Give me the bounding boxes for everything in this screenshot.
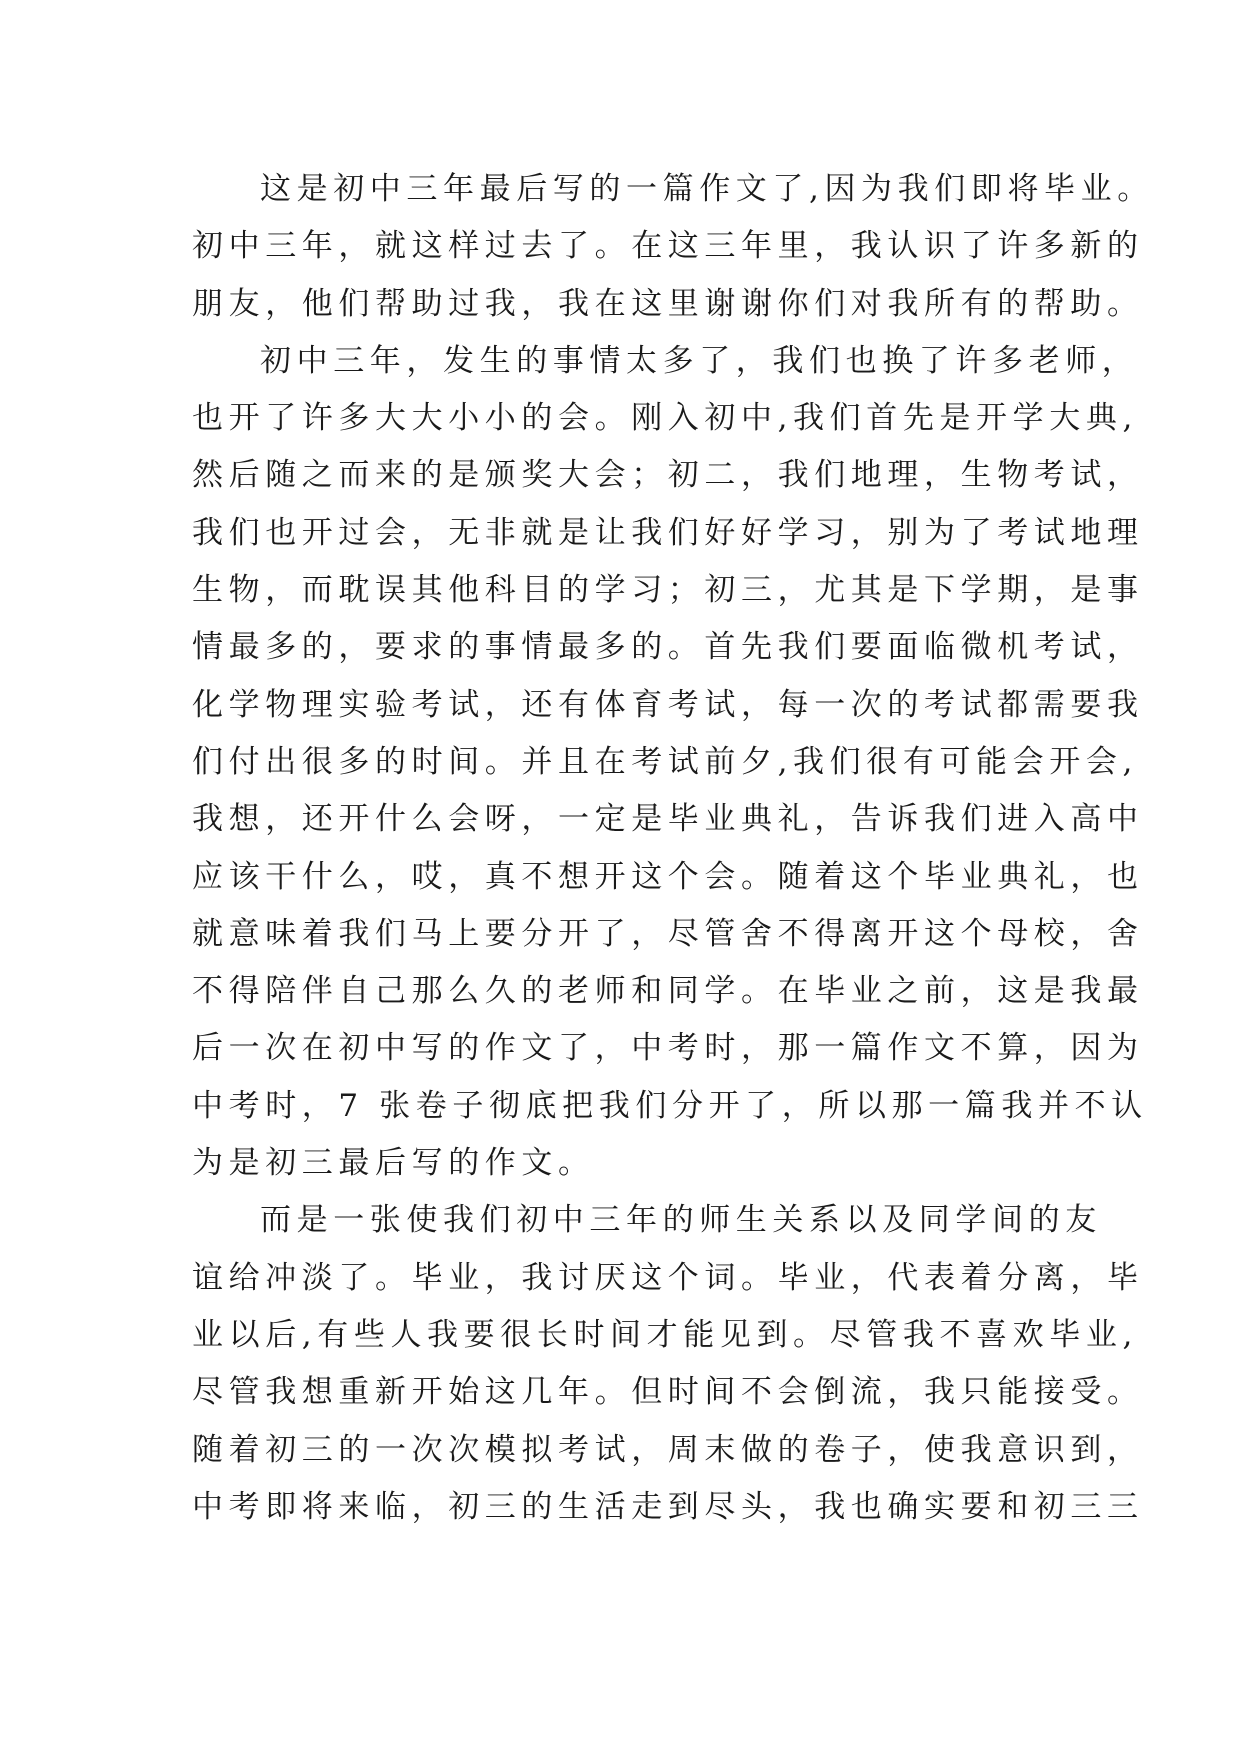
paragraph <box>192 1192 1144 1536</box>
text-line: 中考时，7 张卷子彻底把我们分开了，所以那一篇我并不认 <box>192 1087 1148 1124</box>
text-line: 生物，而耽误其他科目的学习；初三，尤其是下学期，是事 <box>192 572 1144 609</box>
text-line: 尽管我想重新开始这几年。但时间不会倒流，我只能接受。 <box>192 1374 1144 1411</box>
text-line: 然后随之而来的是颁奖大会；初二，我们地理，生物考试， <box>192 457 1144 494</box>
text-line: 初中三年，就这样过去了。在这三年里，我认识了许多新的 <box>192 228 1144 265</box>
text-line: 就意味着我们马上要分开了，尽管舍不得离开这个母校，舍 <box>192 915 1144 952</box>
text-line: 谊给冲淡了。毕业，我讨厌这个词。毕业，代表着分离，毕 <box>192 1259 1144 1296</box>
text-line: 应该干什么，哎，真不想开这个会。随着这个毕业典礼，也 <box>192 858 1144 895</box>
text-line: 后一次在初中写的作文了，中考时，那一篇作文不算，因为 <box>192 1030 1144 1067</box>
text-line: 不得陪伴自己那么久的老师和同学。在毕业之前，这是我最 <box>192 973 1144 1010</box>
text-line: 也开了许多大大小小的会。刚入初中,我们首先是开学大典, <box>192 400 1138 437</box>
text-line: 朋友，他们帮助过我，我在这里谢谢你们对我所有的帮助。 <box>192 285 1144 322</box>
text-line: 初中三年，发生的事情太多了，我们也换了许多老师， <box>260 342 1139 379</box>
text-line: 情最多的，要求的事情最多的。首先我们要面临微机考试， <box>192 629 1144 666</box>
text-line: 这是初中三年最后写的一篇作文了,因为我们即将毕业。 <box>260 171 1154 207</box>
text-line: 我们也开过会，无非就是让我们好好学习，别为了考试地理 <box>192 514 1144 551</box>
paragraph <box>192 333 1148 1192</box>
paragraph <box>192 161 1154 333</box>
text-line: 而是一张使我们初中三年的师生关系以及同学间的友 <box>260 1202 1102 1239</box>
text-line: 中考即将来临，初三的生活走到尽头，我也确实要和初三三 <box>192 1488 1144 1525</box>
text-line: 业以后,有些人我要很长时间才能见到。尽管我不喜欢毕业, <box>192 1316 1138 1353</box>
text-line: 随着初三的一次次模拟考试，周末做的卷子，使我意识到， <box>192 1431 1144 1468</box>
text-line: 为是初三最后写的作文。 <box>192 1145 595 1182</box>
text-line: 我想，还开什么会呀，一定是毕业典礼，告诉我们进入高中 <box>192 801 1144 838</box>
text-line: 们付出很多的时间。并且在考试前夕,我们很有可能会开会, <box>192 743 1138 780</box>
text-line: 化学物理实验考试，还有体育考试，每一次的考试都需要我 <box>192 686 1144 723</box>
essay-body <box>192 161 1154 1536</box>
